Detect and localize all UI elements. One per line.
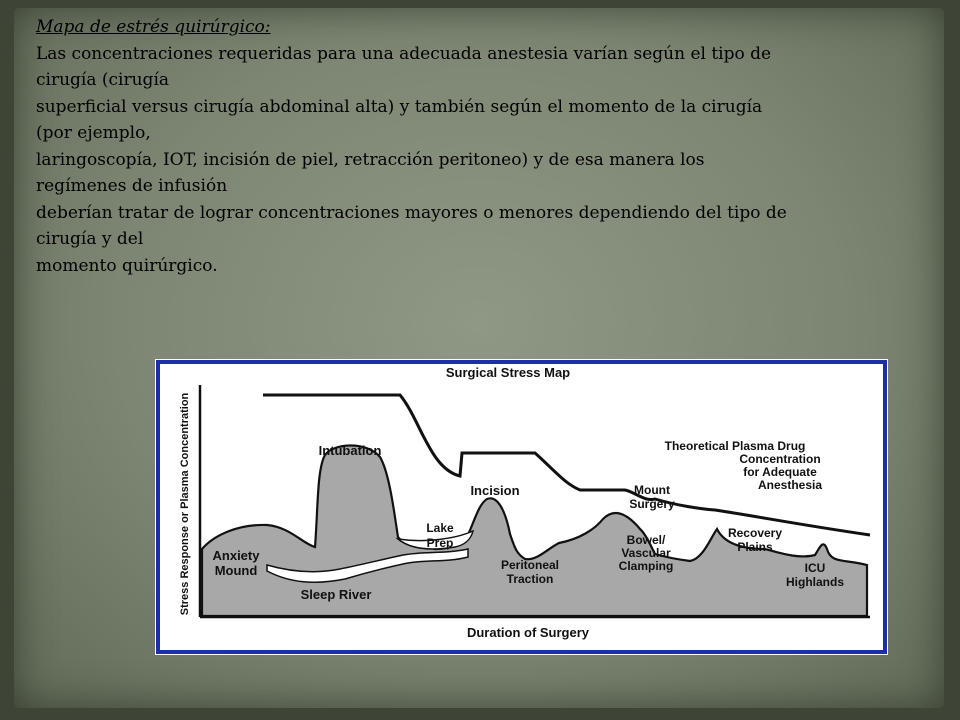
label-bowel-clamping-line2: Vascular [621, 546, 671, 560]
label-drug-curve-line3: for Adequate [743, 465, 817, 479]
label-icu-highlands-line2: Highlands [785, 575, 845, 589]
label-mount-surgery-line1: Mount [634, 483, 670, 497]
x-axis-label: Duration of Surgery [466, 625, 590, 640]
label-bowel-clamping-line1: Bowel/ [626, 533, 666, 547]
label-bowel-clamping-line3: Clamping [618, 559, 674, 573]
label-recovery-plains-line2: Plains [737, 540, 773, 554]
stress-map-svg [155, 359, 888, 655]
label-drug-curve-line2: Concentration [739, 452, 821, 466]
text-block [36, 14, 916, 279]
label-drug-curve-line1: Theoretical Plasma Drug [664, 439, 806, 453]
diagram-title: Surgical Stress Map [445, 365, 571, 380]
paragraph-line: regímenes de infusión [36, 176, 228, 196]
label-intubation: Intubation [318, 443, 382, 458]
label-anxiety-mound-line1: Anxiety [212, 548, 260, 563]
label-icu-highlands-line1: ICU [804, 561, 826, 575]
paragraph-line: laringoscopía, IOT, incisión de piel, retracción peritoneo) y de esa manera los [36, 149, 705, 170]
paragraph-line: Las concentraciones requeridas para una adecuada anestesia varían según el tipo de [36, 43, 772, 64]
label-sleep-river: Sleep River [300, 587, 372, 602]
label-anxiety-mound-line2: Mound [214, 563, 258, 578]
label-peritoneal-traction-line1: Peritoneal [500, 558, 560, 572]
surgical-stress-map-figure [155, 359, 888, 655]
paragraph-line: superficial versus cirugía abdominal alta) y también según el momento de la cirugía [36, 96, 763, 117]
label-incision: Incision [470, 483, 520, 498]
paragraph-line: momento quirúrgico. [36, 255, 218, 276]
label-peritoneal-traction-line2: Traction [506, 572, 554, 586]
section-heading: Mapa de estrés quirúrgico: [36, 17, 271, 37]
paragraph-line: deberían tratar de lograr concentraciones mayores o menores dependiendo del tipo de [36, 202, 787, 223]
label-recovery-plains-line1: Recovery [727, 526, 783, 540]
label-drug-curve-line4: Anesthesia [757, 478, 823, 492]
label-lake-prep-line2: Prep [426, 536, 454, 550]
paragraph-line: cirugía (cirugía [36, 70, 170, 90]
paragraph-line: cirugía y del [36, 229, 144, 249]
y-axis-label: Stress Response or Plasma Concentration [179, 392, 191, 616]
label-mount-surgery-line2: Surgery [629, 497, 675, 511]
label-lake-prep-line1: Lake [426, 521, 454, 535]
paragraph-line: (por ejemplo, [36, 123, 151, 143]
